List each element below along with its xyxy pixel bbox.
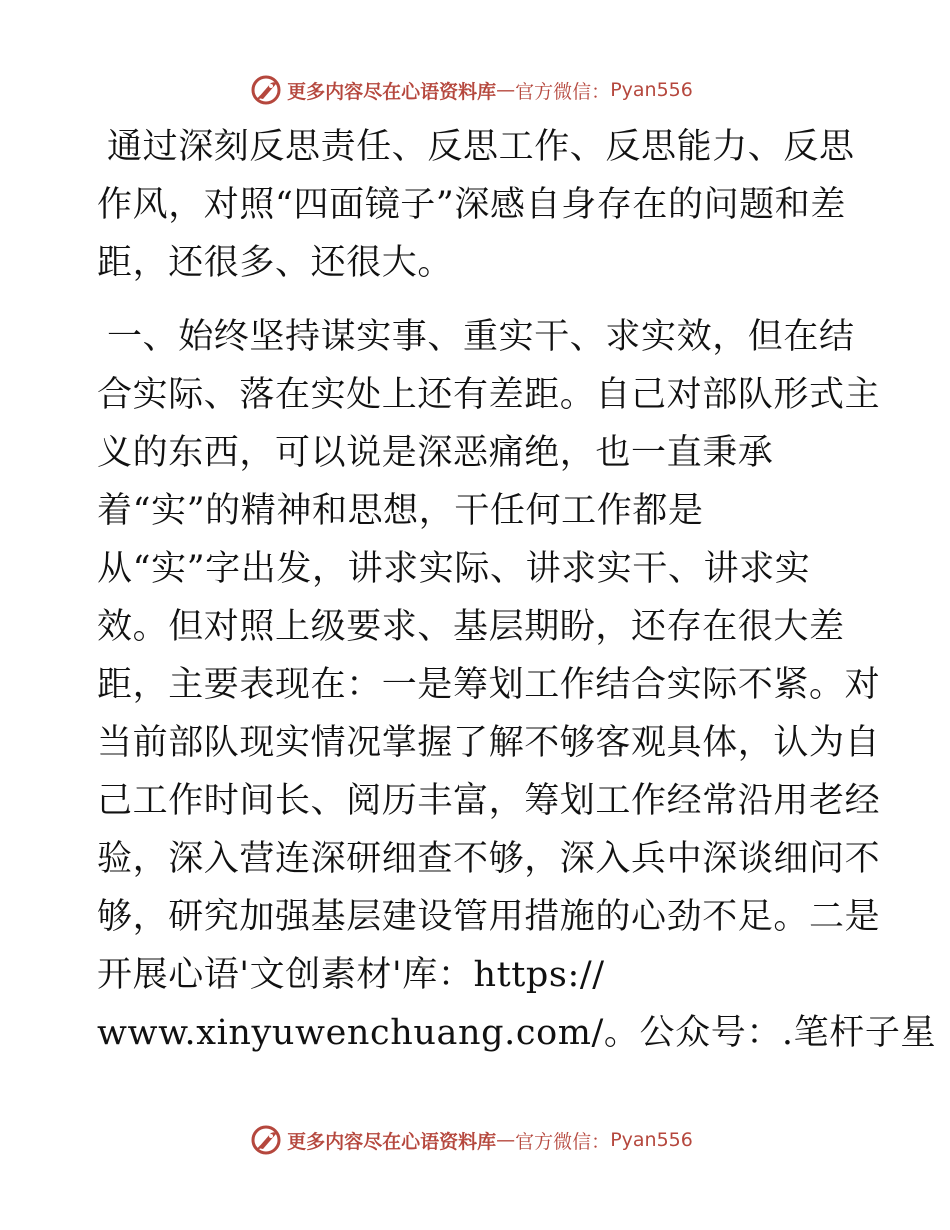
paragraph-2-line: 开展心语'文创素材'库：https:// bbox=[97, 955, 605, 995]
header-wechat-handle: Pyan556 bbox=[610, 79, 693, 101]
footer-dash: — bbox=[496, 1129, 516, 1151]
quill-logo-icon bbox=[249, 73, 283, 107]
paragraph-2-line: 验，深入营连深研细查不够，深入兵中深谈细问不 bbox=[97, 839, 881, 879]
paragraph-1 bbox=[97, 118, 857, 292]
paragraph-1-line: 作风，对照“四面镜子”深感自身存在的问题和差 bbox=[97, 185, 846, 225]
footer-brand-text: 更多内容尽在心语资料库 bbox=[287, 1130, 497, 1153]
header-banner bbox=[0, 70, 950, 110]
footer-banner bbox=[0, 1120, 950, 1160]
document-body bbox=[97, 118, 937, 1062]
paragraph-2-line: 义的东西，可以说是深恶痛绝，也一直秉承 bbox=[97, 433, 774, 473]
paragraph-2-line: 当前部队现实情况掌握了解不够客观具体，认为自 bbox=[97, 723, 881, 763]
header-dash: — bbox=[496, 79, 516, 101]
paragraph-2-line: 效。但对照上级要求、基层期盼，还存在很大差 bbox=[97, 607, 845, 647]
paragraph-2-line: 己工作时间长、阅历丰富，筹划工作经常沿用老经 bbox=[97, 781, 881, 821]
footer-wechat-label: 官方微信： bbox=[515, 1130, 611, 1153]
footer-wechat-handle: Pyan556 bbox=[610, 1129, 693, 1151]
paragraph-1-line: 通过深刻反思责任、反思工作、反思能力、反思 bbox=[107, 127, 855, 167]
footer-banner-content bbox=[249, 1123, 693, 1157]
paragraph-2-line: www.xinyuwenchuang.com/。公众号：.笔杆子星 bbox=[97, 1013, 937, 1053]
paragraph-2-line: 一、始终坚持谋实事、重实干、求实效，但在结 bbox=[107, 317, 855, 357]
paragraph-gap bbox=[97, 292, 857, 308]
header-wechat-label: 官方微信： bbox=[515, 80, 611, 103]
paragraph-2 bbox=[97, 308, 937, 1062]
paragraph-1-line: 距，还很多、还很大。 bbox=[97, 243, 454, 283]
paragraph-2-line: 合实际、落在实处上还有差距。自己对部队形式主 bbox=[97, 375, 881, 415]
paragraph-2-line: 着“实”的精神和思想，干任何工作都是 bbox=[97, 491, 704, 531]
paragraph-2-line: 够，研究加强基层建设管用措施的心劲不足。二是 bbox=[97, 897, 881, 937]
paragraph-2-line: 距，主要表现在：一是筹划工作结合实际不紧。对 bbox=[97, 665, 881, 705]
paragraph-2-line: 从“实”字出发，讲求实际、讲求实干、讲求实 bbox=[97, 549, 811, 589]
header-brand-text: 更多内容尽在心语资料库 bbox=[287, 80, 497, 103]
header-banner-content bbox=[249, 73, 693, 107]
quill-logo-icon bbox=[249, 1123, 283, 1157]
